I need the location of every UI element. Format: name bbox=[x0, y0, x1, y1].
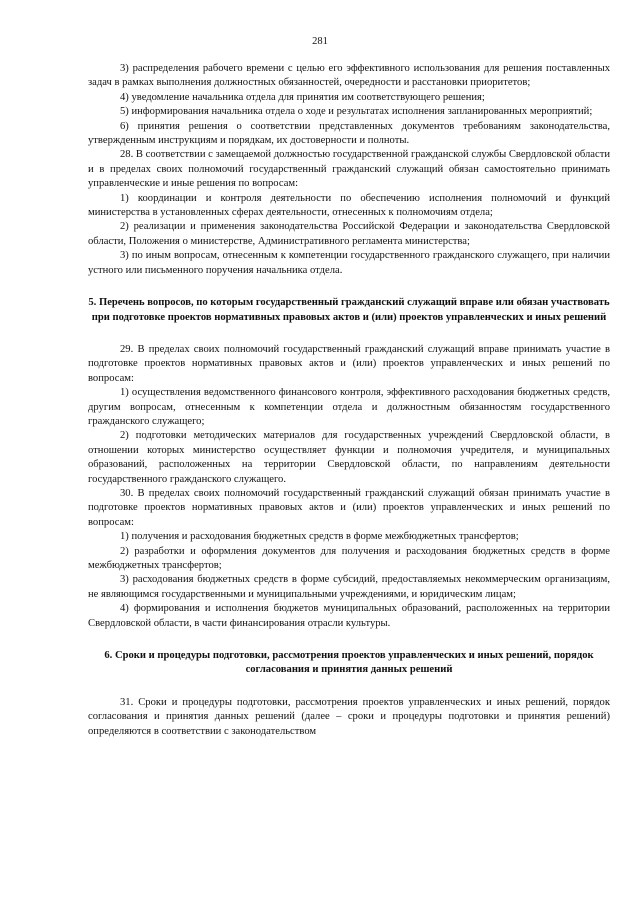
paragraph: 1) получения и расходования бюджетных средств в форме межбюджетных трансфертов; bbox=[120, 531, 519, 543]
paragraph: 29. В пределах своих полномочий государственный гражданский служащий вправе принимать участие в подготовке проектов нормативных правовых актов и (или) проектов управленческих и иных решений по вопросам: bbox=[88, 343, 610, 384]
paragraph: 30. В пределах своих полномочий государственный гражданский служащий обязан принимать участие в подготовке проектов нормативных правовых актов и (или) проектов управленческих и иных решений по вопросам: bbox=[88, 487, 610, 528]
section-heading: 6. Сроки и процедуры подготовки, рассмотрения проектов управленческих и иных решений, порядок согласования и принятия данных решений bbox=[104, 650, 594, 676]
paragraph: 2) подготовки методических материалов для государственных учреждений Свердловской области, в отношении которых министерство осуществляет функции и полномочия учредителя, и муниципальных образований, расположенных на территории Свердловской области, по направлениям деятельности государственного гражданского служащего. bbox=[88, 430, 610, 485]
paragraph: 2) реализации и применения законодательства Российской Федерации и законодательства Свердловской области, Положения о министерстве, Административного регламента министерства; bbox=[88, 221, 610, 247]
paragraph: 31. Сроки и процедуры подготовки, рассмотрения проектов управленческих и иных решений, порядок согласования и принятия данных решений (далее – сроки и процедуры подготовки и принятия решений) определяются в соответствии с законодательством bbox=[88, 696, 610, 737]
paragraph: 4) формирования и исполнения бюджетов муниципальных образований, расположенных на территории Свердловской области, в части финансирования отрасли культуры. bbox=[88, 603, 610, 629]
paragraph: 3) расходования бюджетных средств в форме субсидий, предоставляемых некоммерческим организациям, не являющимся государственными и муниципальными учреждениями, и юридическим лицам; bbox=[88, 574, 610, 600]
paragraph: 1) осуществления ведомственного финансового контроля, эффективного расходования бюджетных средств, другим вопросам, отнесенным к компетенции отдела и должностным обязанностям государственного гражданского служащего; bbox=[88, 387, 610, 427]
section-heading: 5. Перечень вопросов, по которым государственный гражданский служащий вправе или обязан участвовать при подготовке проектов нормативных правовых актов и (или) проектов управленческих и иных решений bbox=[88, 297, 610, 323]
paragraph: 5) информирования начальника отдела о ходе и результатах исполнения запланированных мероприятий; bbox=[120, 106, 593, 118]
paragraph: 2) разработки и оформления документов для получения и расходования бюджетных средств в форме межбюджетных трансфертов; bbox=[88, 545, 610, 571]
paragraph: 6) принятия решения о соответствии представленных документов требованиям законодательства, утвержденным инструкциям и порядкам, их достоверности и полноты. bbox=[88, 120, 610, 147]
paragraph: 28. В соответствии с замещаемой должностью государственной гражданской службы Свердловской области и в пределах своих полномочий государственный гражданский служащий обязан самостоятельно принимать управленческие и иные решения по вопросам: bbox=[88, 149, 610, 190]
paragraph: 1) координации и контроля деятельности по обеспечению исполнения полномочий и функций министерства в установленных сферах деятельности, отнесенных к полномочиям отдела; bbox=[88, 192, 610, 219]
page-number: 281 bbox=[312, 36, 328, 47]
paragraph: 3) по иным вопросам, отнесенным к компетенции государственного гражданского служащего, при наличии устного или письменного поручения начальника отдела. bbox=[88, 250, 610, 276]
paragraph: 3) распределения рабочего времени с целью его эффективного использования для решения поставленных задач в рамках выполнения должностных обязанностей, очередности и расстановки приоритетов; bbox=[88, 63, 610, 89]
paragraph: 4) уведомление начальника отдела для принятия им соответствующего решения; bbox=[120, 91, 485, 103]
document-body bbox=[88, 62, 610, 739]
